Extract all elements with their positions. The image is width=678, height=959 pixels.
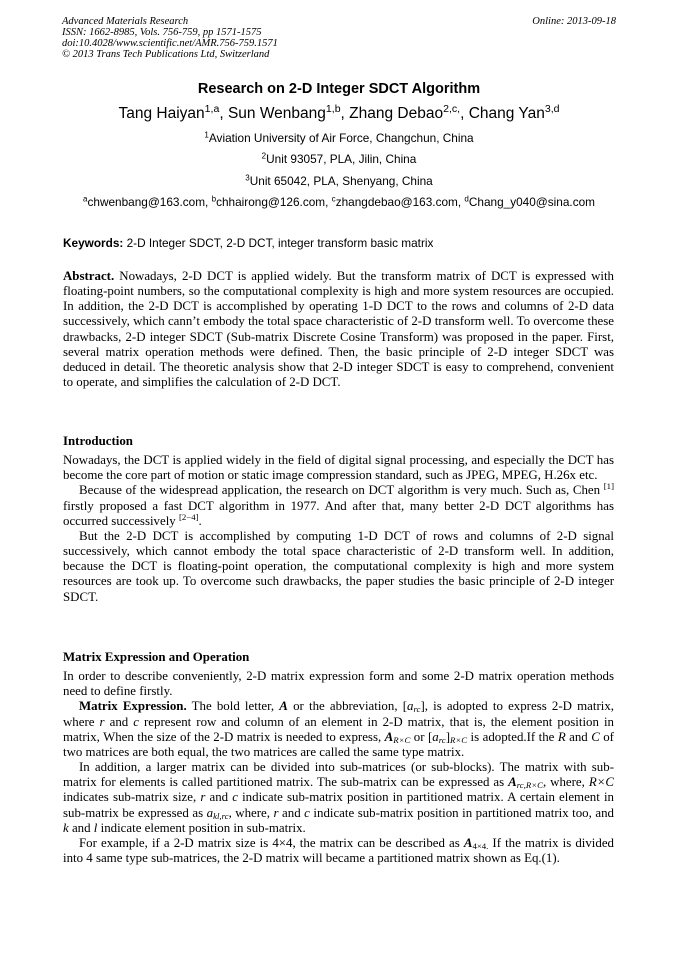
email-sup: c bbox=[331, 194, 336, 204]
paragraph: Because of the widespread application, the research on DCT algorithm is very much. Such as, Chen [1] firstly proposed a fast DCT algorithm in 1977. And after that, many better 2-D DCT algorithms has occurred successively [2−4]. bbox=[63, 481, 614, 528]
author-name: Sun Wenbang bbox=[227, 105, 326, 122]
keywords-label: Keywords: bbox=[63, 236, 124, 250]
aff-text: Aviation University of Air Force, Changchun, China bbox=[208, 131, 474, 145]
paragraph: Nowadays, the DCT is applied widely in the field of digital signal processing, and especially the DCT has become the core part of motion or static image compression standard, such as JPEG, MPEG, H.26x etc. bbox=[63, 453, 614, 483]
author-sup: 1,a bbox=[204, 103, 220, 116]
author-name: Zhang Debao bbox=[349, 105, 444, 122]
email-text: zhangdebao@163.com, bbox=[335, 195, 465, 209]
aff-sup: 3 bbox=[245, 173, 250, 183]
paragraph: In addition, a larger matrix can be divided into sub-matrices (or sub-blocks). The matrix with sub-matrix for elements is called partitioned matrix. The sub-matrix can be expressed as $A_{rc,R\times C}$, where, R×C indicates sub-matrix size, r and c indicate sub-matrix position in partitioned matrix. A certain element in sub-matrix be expressed as $a_{kl,rc}$, where, r and c indicate sub-matrix position in partitioned matrix too, and k and l indicate element position in sub-matrix. bbox=[63, 760, 614, 835]
author-name: Tang Haiyan bbox=[118, 105, 205, 122]
citation: [2−4] bbox=[178, 511, 199, 522]
aff-sup: 1 bbox=[204, 130, 209, 140]
paragraph: In order to describe conveniently, 2-D matrix expression form and some 2-D matrix operation methods need to define firstly. bbox=[63, 669, 614, 699]
copyright-line: © 2013 Trans Tech Publications Ltd, Switzerland bbox=[62, 49, 270, 60]
journal-name: Advanced Materials Research bbox=[62, 16, 189, 27]
keywords bbox=[63, 236, 433, 250]
aff-text: Unit 65042, PLA, Shenyang, China bbox=[249, 174, 433, 188]
author-sup: 2,c, bbox=[443, 103, 461, 116]
email-sup: a bbox=[83, 194, 88, 204]
section-heading: Matrix Expression and Operation bbox=[63, 650, 250, 664]
author-sep: , bbox=[340, 105, 350, 122]
author-sup: 3,d bbox=[544, 103, 560, 116]
affiliation-2 bbox=[0, 152, 678, 166]
email-text: Chang_y040@sina.com bbox=[468, 195, 595, 209]
author-sep: , bbox=[460, 105, 469, 122]
author-name: Chang Yan bbox=[468, 105, 545, 122]
keywords-text: 2-D Integer SDCT, 2-D DCT, integer transform basic matrix bbox=[123, 236, 434, 250]
matrix-section bbox=[63, 650, 614, 866]
issn-line: ISSN: 1662-8985, Vols. 756-759, pp 1571-1575 bbox=[62, 27, 262, 38]
affiliation-3 bbox=[0, 174, 678, 188]
citation: [1] bbox=[603, 481, 614, 492]
paragraph: But the 2-D DCT is accomplished by computing 1-D DCT of rows and columns of 2-D signal successively, which cannot embody the total space characteristic of 2-D transform well. In addition, because the DCT is floating-point operation, the computational complexity is high and more system resources are took up. To overcome such drawbacks, the paper studies the basic principle of 2-D integer SDCT. bbox=[63, 528, 614, 604]
author-list bbox=[0, 105, 678, 123]
abstract bbox=[63, 269, 614, 390]
aff-text: Unit 93057, PLA, Jilin, China bbox=[266, 152, 417, 166]
abstract-label: Abstract. bbox=[63, 269, 115, 283]
journal-header bbox=[62, 16, 616, 60]
intro-section bbox=[63, 434, 614, 605]
email-sup: d bbox=[464, 194, 469, 204]
paragraph: Matrix Expression. The bold letter, A or the abbreviation, $[a_{rc}]$, is adopted to express 2-D matrix, where r and c represent row and column of an element in 2-D matrix, that is, the element position in matrix, When the size of the 2-D matrix is needed to express, $A_{R\times C}$ or $[a_{rc}]_{R\times C}$ is adopted.If the R and C of two matrices are both equal, the two matrices are called the same type matrix. bbox=[63, 699, 615, 759]
email-text: chwenbang@163.com, bbox=[87, 195, 212, 209]
aff-sup: 2 bbox=[261, 151, 267, 161]
paper-title: Research on 2-D Integer SDCT Algorithm bbox=[197, 81, 481, 97]
doi-line: doi:10.4028/www.scientific.net/AMR.756-759.1571 bbox=[62, 38, 278, 49]
section-heading: Introduction bbox=[63, 434, 133, 448]
author-sup: 1,b bbox=[325, 103, 341, 116]
author-sep: , bbox=[219, 105, 228, 122]
email-text: chhairong@126.com, bbox=[216, 195, 332, 209]
affiliation-1 bbox=[0, 131, 678, 145]
email-sup: b bbox=[211, 194, 217, 204]
paragraph: For example, if a 2-D matrix size is 4×4, the matrix can be described as $A_{4\times 4.}$ If the matrix is divided into 4 same type sub-matrices, the 2-D matrix will became a partitioned matrix shown as Eq.(1). bbox=[63, 835, 614, 866]
abstract-text: Nowadays, 2-D DCT is applied widely. But the transform matrix of DCT is expressed with floating-point numbers, so the computational complexity is high and more system resources are occupied. In addition, the 2-D DCT is accomplished by operating 1-D DCT to the rows and columns of 2-D data successively, which cann’t embody the total space characteristic of 2-D transform well. To overcome these drawbacks, 2-D integer SDCT (Sub-matrix Discrete Cosine Transform) was proposed in the paper. First, several matrix operation methods were defined. Then, the basic principle of 2-D integer SDCT was deduced in detail. The theoretic analysis show that 2-D integer SDCT is easy to comprehend, convenient to operate, and simplifies the calculation of 2-D DCT. bbox=[63, 269, 614, 390]
email-line bbox=[0, 195, 678, 209]
online-date: Online: 2013-09-18 bbox=[532, 16, 616, 27]
